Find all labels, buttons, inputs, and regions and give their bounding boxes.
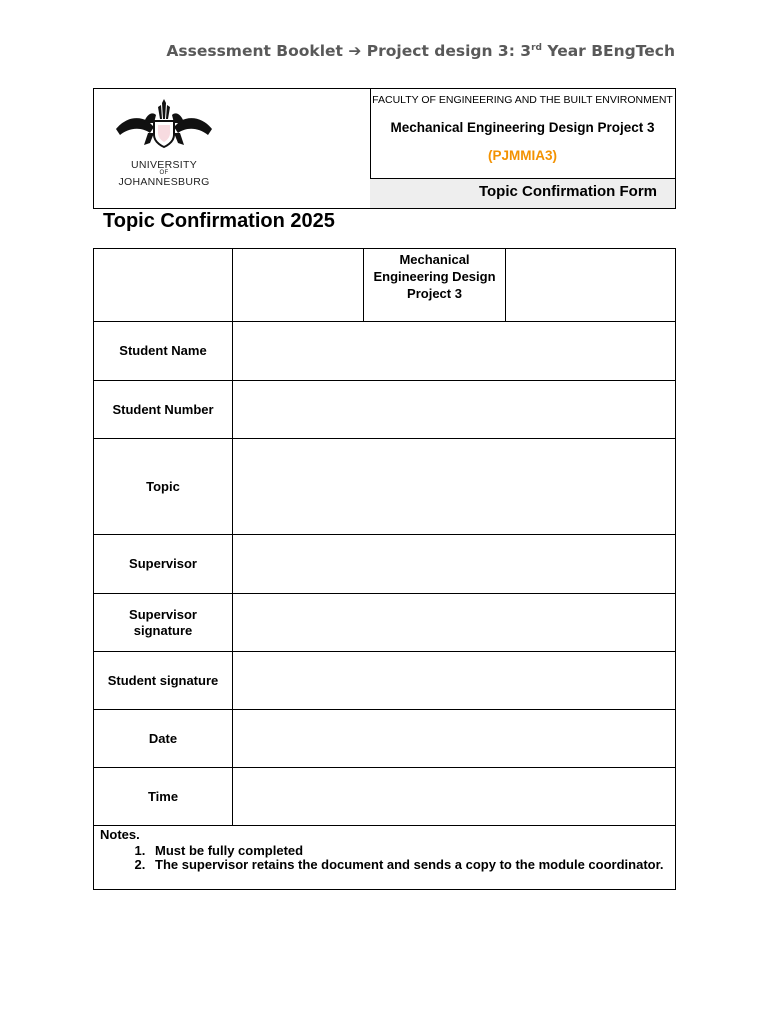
module-name-cell: Mechanical Engineering Design Project 3: [373, 252, 496, 301]
ordinal-suffix: rd: [531, 42, 542, 53]
arrow-icon: ➔: [348, 42, 362, 60]
eagles-crest-icon: [114, 97, 214, 167]
note-item: 2. The supervisor retains the document and sends a copy to the module coordinator.: [149, 858, 670, 872]
student-number-field[interactable]: [233, 381, 675, 438]
notes-list: [100, 844, 670, 872]
logo-text-johannesburg: JOHANNESBURG: [118, 176, 210, 188]
supervisor-field[interactable]: [233, 535, 675, 593]
project-label: Project design 3: 3: [366, 42, 532, 60]
logo-text-university: UNIVERSITY: [130, 159, 197, 171]
form-name-cell: [370, 179, 675, 208]
time-field[interactable]: [233, 768, 675, 825]
student-number-label: Student Number: [112, 401, 214, 417]
running-header: [166, 42, 675, 60]
student-name-label: Student Name: [119, 343, 207, 358]
module-info-cell: [370, 89, 675, 179]
university-logo: [114, 97, 214, 197]
topic-confirmation-form: [93, 248, 676, 890]
supervisor-signature-label: Supervisor signature: [129, 606, 197, 638]
blank-cell[interactable]: [94, 249, 232, 321]
notes-title: Notes.: [100, 827, 140, 842]
row-divider: [94, 825, 675, 826]
booklet-label: Assessment Booklet: [166, 42, 343, 60]
year-label: Year BEngTech: [547, 42, 675, 60]
student-signature-field[interactable]: [233, 652, 675, 709]
page-title: Topic Confirmation 2025: [103, 210, 335, 232]
topic-label: Topic: [146, 478, 180, 494]
supervisor-label: Supervisor: [129, 556, 197, 571]
form-name: Topic Confirmation Form: [478, 183, 657, 200]
blank-cell[interactable]: [506, 249, 675, 321]
logo-cell: [94, 89, 371, 208]
date-field[interactable]: [233, 710, 675, 767]
notes-section: [100, 828, 670, 872]
supervisor-signature-field[interactable]: [233, 594, 675, 651]
time-label: Time: [147, 788, 179, 804]
student-signature-label: Student signature: [107, 672, 219, 688]
faculty-name: FACULTY OF ENGINEERING AND THE BUILT ENVIRONMENT: [372, 94, 673, 106]
module-code: (PJMMIA3): [487, 148, 557, 163]
module-title: Mechanical Engineering Design Project 3: [390, 120, 655, 135]
student-name-field[interactable]: [233, 322, 675, 380]
logo-text-of: OF: [159, 170, 169, 176]
document-header: [93, 88, 676, 209]
date-label: Date: [148, 730, 178, 746]
blank-cell[interactable]: [233, 249, 363, 321]
topic-field[interactable]: [233, 439, 675, 534]
note-item: 1. Must be fully completed: [149, 844, 670, 858]
